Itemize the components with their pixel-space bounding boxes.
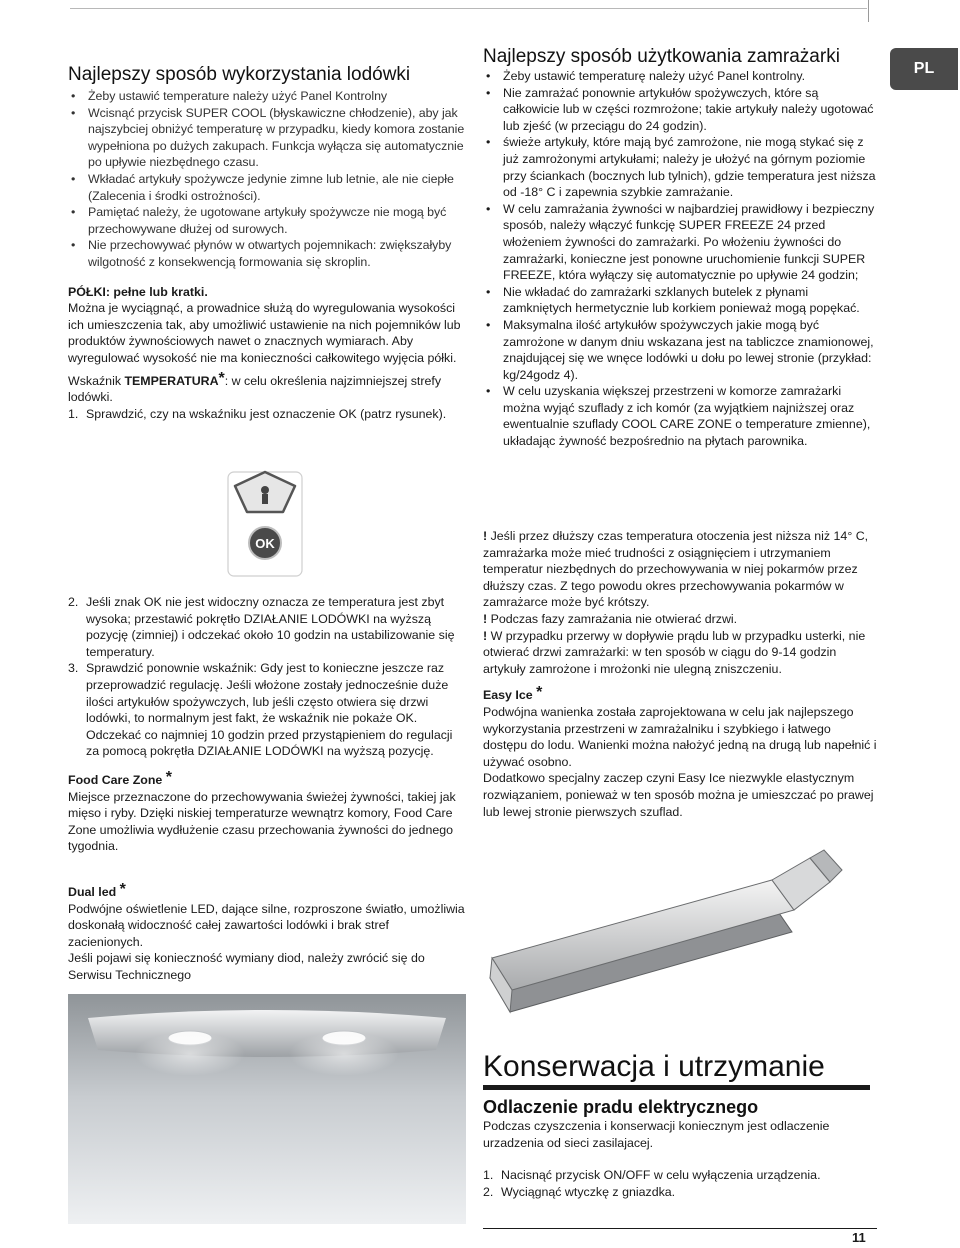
freezer-warnings [483,528,877,820]
warning-text: W przypadku przerwy w dopływie prądu lub w przypadku usterki, nie otwierać drzwi zamrażarki: w ten sposób w ciągu do 9-14 godzin artykuły zamrożone i mrożonki nie ulegną zniszczeniu. [483,628,866,676]
list-item [68,406,466,423]
easy-ice-title: Easy Ice [483,688,533,703]
list-item: • Nie zamrażać ponownie artykułów spożywczych, które są całkowicie lub w części rozmrożone; takie artykuły należy ugotować lub zjeść (w przeciągu do 24 godzin). [483,85,877,135]
list-item: • W celu uzyskania większej przestrzeni w komorze zamrażarki można wyjąć szuflady z ich komór (za wyjątkiem najniższej oraz ewentualnie szuflady COOL CARE ZONE o temperature zmienne), układając żywność bezpośrednio na płytach parownika. [483,383,877,449]
warning-temperature [483,528,877,611]
list-item [68,660,466,760]
list-item: • świeże artykuły, które mają być zamrożone, nie mogą stykać się z już zamrożonymi artykułami; należy je ułożyć na górnym poziomie przy ściankach (bocznych lub tylnich), gdzie temperatura jest niższa od -18° C i zapewnia szybkie zamrażanie. [483,134,877,200]
freezer-section-title: Najlepszy sposób użytkowania zamrażarki [483,46,840,67]
warning-text: Jeśli przez dłuższy czas temperatura otoczenia jest niższa niż 14° C, zamrażarka może mieć trudności z osiągnięciem i utrzymaniem temperatur niezbędnych do przechowywania w niej pokarmów przez dłuższy czas. Z tego powodu okres przechowywania pokarmów w zamrażarce może być krótszy. [483,529,869,610]
indicator-word: TEMPERATURA [124,373,219,388]
left-column [68,64,466,422]
language-tab: PL [890,48,958,90]
easy-ice-hook-text: Dodatkowo specjalny zaczep czyni Easy Ice niezwykle elastycznym rozwiązaniem, ponieważ w ten sposób można je umieszczać po prawej lub lewej stronie pierwszych szuflad. [483,771,874,819]
shelves-text: Można je wyciągnąć, a prowadnice służą do wyregulowania wysokości ich umieszczenia tak, aby umożliwić ustawienie na nich pojemników lub produktów żywnościowych nawet o znacznych wymiarach. Aby wyregulować wysokość nie ma konieczności całkowitego wyjęcia półki. [68,301,461,365]
easy-ice-text: Podwójna wanienka została zaprojektowana w celu jak najlepszego wykorzystania przestrzeni w zamrażalniku i szybkiego i łatwego dostępu do lodu. Wanienki można nałożyć jedną na drugą lub napełnić i używać osobno. [483,704,877,769]
shelves-heading: PÓŁKI: pełne lub kratki. [68,284,208,299]
page-number: 11 [852,1230,866,1245]
step-number: 3. [68,661,79,676]
warning-mark: ! [483,529,488,543]
step-text: Nacisnąć przycisk ON/OFF w celu wyłączenia urządzenia. [501,1168,821,1183]
left-column-lower [68,594,466,855]
crop-mark [868,0,869,22]
step-number: 1. [68,406,79,421]
freezer-tips-list [483,68,877,450]
warning-mark: ! [483,628,488,643]
list-item [483,1184,877,1201]
list-item: • Nie przechowywać płynów w otwartych pojemnikach: zwiększałyby wilgotność z konsekwencją formowania się skroplin. [68,237,466,270]
disconnect-block [483,1118,877,1200]
top-rule [70,8,867,9]
list-item [68,594,466,660]
asterisk: * [536,684,543,702]
step-number: 1. [483,1168,494,1183]
list-item: • Żeby ustawić temperature należy użyć Panel Kontrolny [68,88,466,105]
list-item: • W celu zamrażania żywności w najbardziej prawidłowy i bezpieczny sposób, należy włączyć funkcję SUPER FREEZE 24 przed włożeniem żywności do zamrażarki. Po włożeniu żywności do zamrażarki, konieczne jest ponowne uruchomienie funkcji SUPER FREEZE, która wyłączy się automatycznie po upływie 24 godzin; [483,201,877,284]
disconnect-steps [483,1167,877,1200]
maintenance-title: Konserwacja i utrzymanie [483,1050,825,1083]
ok-label: OK [255,535,275,551]
list-item: • Wkładać artykuły spożywcze jedynie zimne lub letnie, ale nie ciepłe (Zalecenia i środki ostrożności). [68,171,466,204]
temperature-indicator-illustration [225,470,305,580]
list-item [483,1167,877,1184]
disconnect-heading: Odlaczenie pradu elektrycznego [483,1097,759,1117]
disconnect-text: Podczas czyszczenia i konserwacji koniecznym jest odlaczenie urzadzenia od sieci zasilajacej. [483,1119,830,1150]
dual-led-heading [68,881,466,901]
snowflake-icon [261,486,269,494]
dual-led-illustration [68,994,466,1224]
indicator-steps [68,406,466,423]
food-care-heading [68,768,466,789]
asterisk: * [119,881,126,898]
dual-led-title: Dual led [68,885,117,899]
indicator-suffix: : w celu określenia najzimniejszej strefy lodówki. [68,373,442,405]
ok-badge [248,526,282,560]
thermometer-mark [262,494,268,504]
step-number: 2. [483,1184,494,1199]
warning-power [483,628,877,678]
list-item: • Pamiętać należy, że ugotowane artykuły spożywcze nie mogą być przechowywane dłużej od surowych. [68,204,466,237]
easy-ice-heading [483,684,877,704]
list-item: • Maksymalna ilość artykułów spożywczych jakie mogą być zamrożone w danym dniu wskazana jest na tabliczce znamionowej, znajdującej się we wnęce lodówki u dołu po lewej stronie (przykład: kg/24godz 4). [483,317,877,383]
step-number: 2. [68,595,79,609]
step-text: Sprawdzić, czy na wskaźniku jest oznaczenie OK (patrz rysunek). [86,406,447,421]
title-rule [483,1085,870,1090]
indicator-steps-continued [68,594,466,760]
fridge-tips-list [68,88,466,271]
dual-led-service-text: Jeśli pojawi się konieczność wymiany diod, należy zwrócić się do Serwisu Technicznego [68,951,425,982]
list-item: • Nie wkładać do zamrażarki szklanych butelek z płynami zamkniętych hermetycznie lub korkiem ponieważ mogą popękać. [483,284,877,317]
list-item: • Wcisnąć przycisk SUPER COOL (błyskawiczne chłodzenie), aby jak najszybciej obniżyć temperaturę w przypadku, kiedy komora zostanie wypełniona po dużych zakupach. Funkcja wyłącza się automatycznie po upływie niezbędnego czasu. [68,105,466,171]
step-text: Jeśli znak OK nie jest widoczny oznacza ze temperatura jest zbyt wysoka; przestawić pokrętło DZIAŁANIE LODÓWKI na wyższą pozycję (zimniej) i odczekać około 10 godzin na ustabilizowanie się temperatury. [86,595,455,659]
warning-doors [483,611,877,628]
fridge-section-title: Najlepszy sposób wykorzystania lodówki [68,64,411,85]
dual-led-text: Podwójne oświetlenie LED, dające silne, rozproszone światło, umożliwia doskonałą widoczność całej zawartości lodówki i brak stref zacienionych. [68,901,465,949]
food-care-title: Food Care Zone [68,772,163,787]
light-glow [135,1032,245,1076]
indicator-prefix: Wskaźnik [68,373,125,388]
asterisk: * [165,768,172,786]
warning-mark: ! [483,611,488,626]
indicator-text [68,369,466,406]
step-text: Sprawdzić ponownie wskaźnik: Gdy jest to konieczne jeszcze raz przeprowadzić regulację. Jeśli włożone zostały jednocześnie duże ilości artykułów spożywczych, lub jeśli często otwiera się drzwi lodówki, to normalnym jest fakt, że wskaźnik nie pokaże OK. Odczekać co najmniej 10 godzin przed przystąpieniem do regulacji za pomocą pokrętła DZIAŁANIE LODÓWKI na wyższą pozycję. [86,661,453,759]
footer-rule [483,1228,877,1229]
food-care-text: Miejsce przeznaczone do przechowywania świeżej żywności, takiej jak mięso i ryby. Dzięki niskiej temperaturze wewnątrz komory, Food Care Zone umożliwia wydłużenie czasu przechowania żywności do jednego tygodnia. [68,789,456,854]
light-glow [289,1032,399,1076]
warning-text: Podczas fazy zamrażania nie otwierać drzwi. [487,611,738,626]
list-item: • Żeby ustawić temperaturę należy użyć Panel kontrolny. [483,68,877,85]
step-text: Wyciągnąć wtyczkę z gniazdka. [501,1184,676,1199]
asterisk: * [218,369,225,387]
easy-ice-illustration [480,840,880,1040]
dual-led-block [68,881,466,984]
right-column [483,46,877,450]
